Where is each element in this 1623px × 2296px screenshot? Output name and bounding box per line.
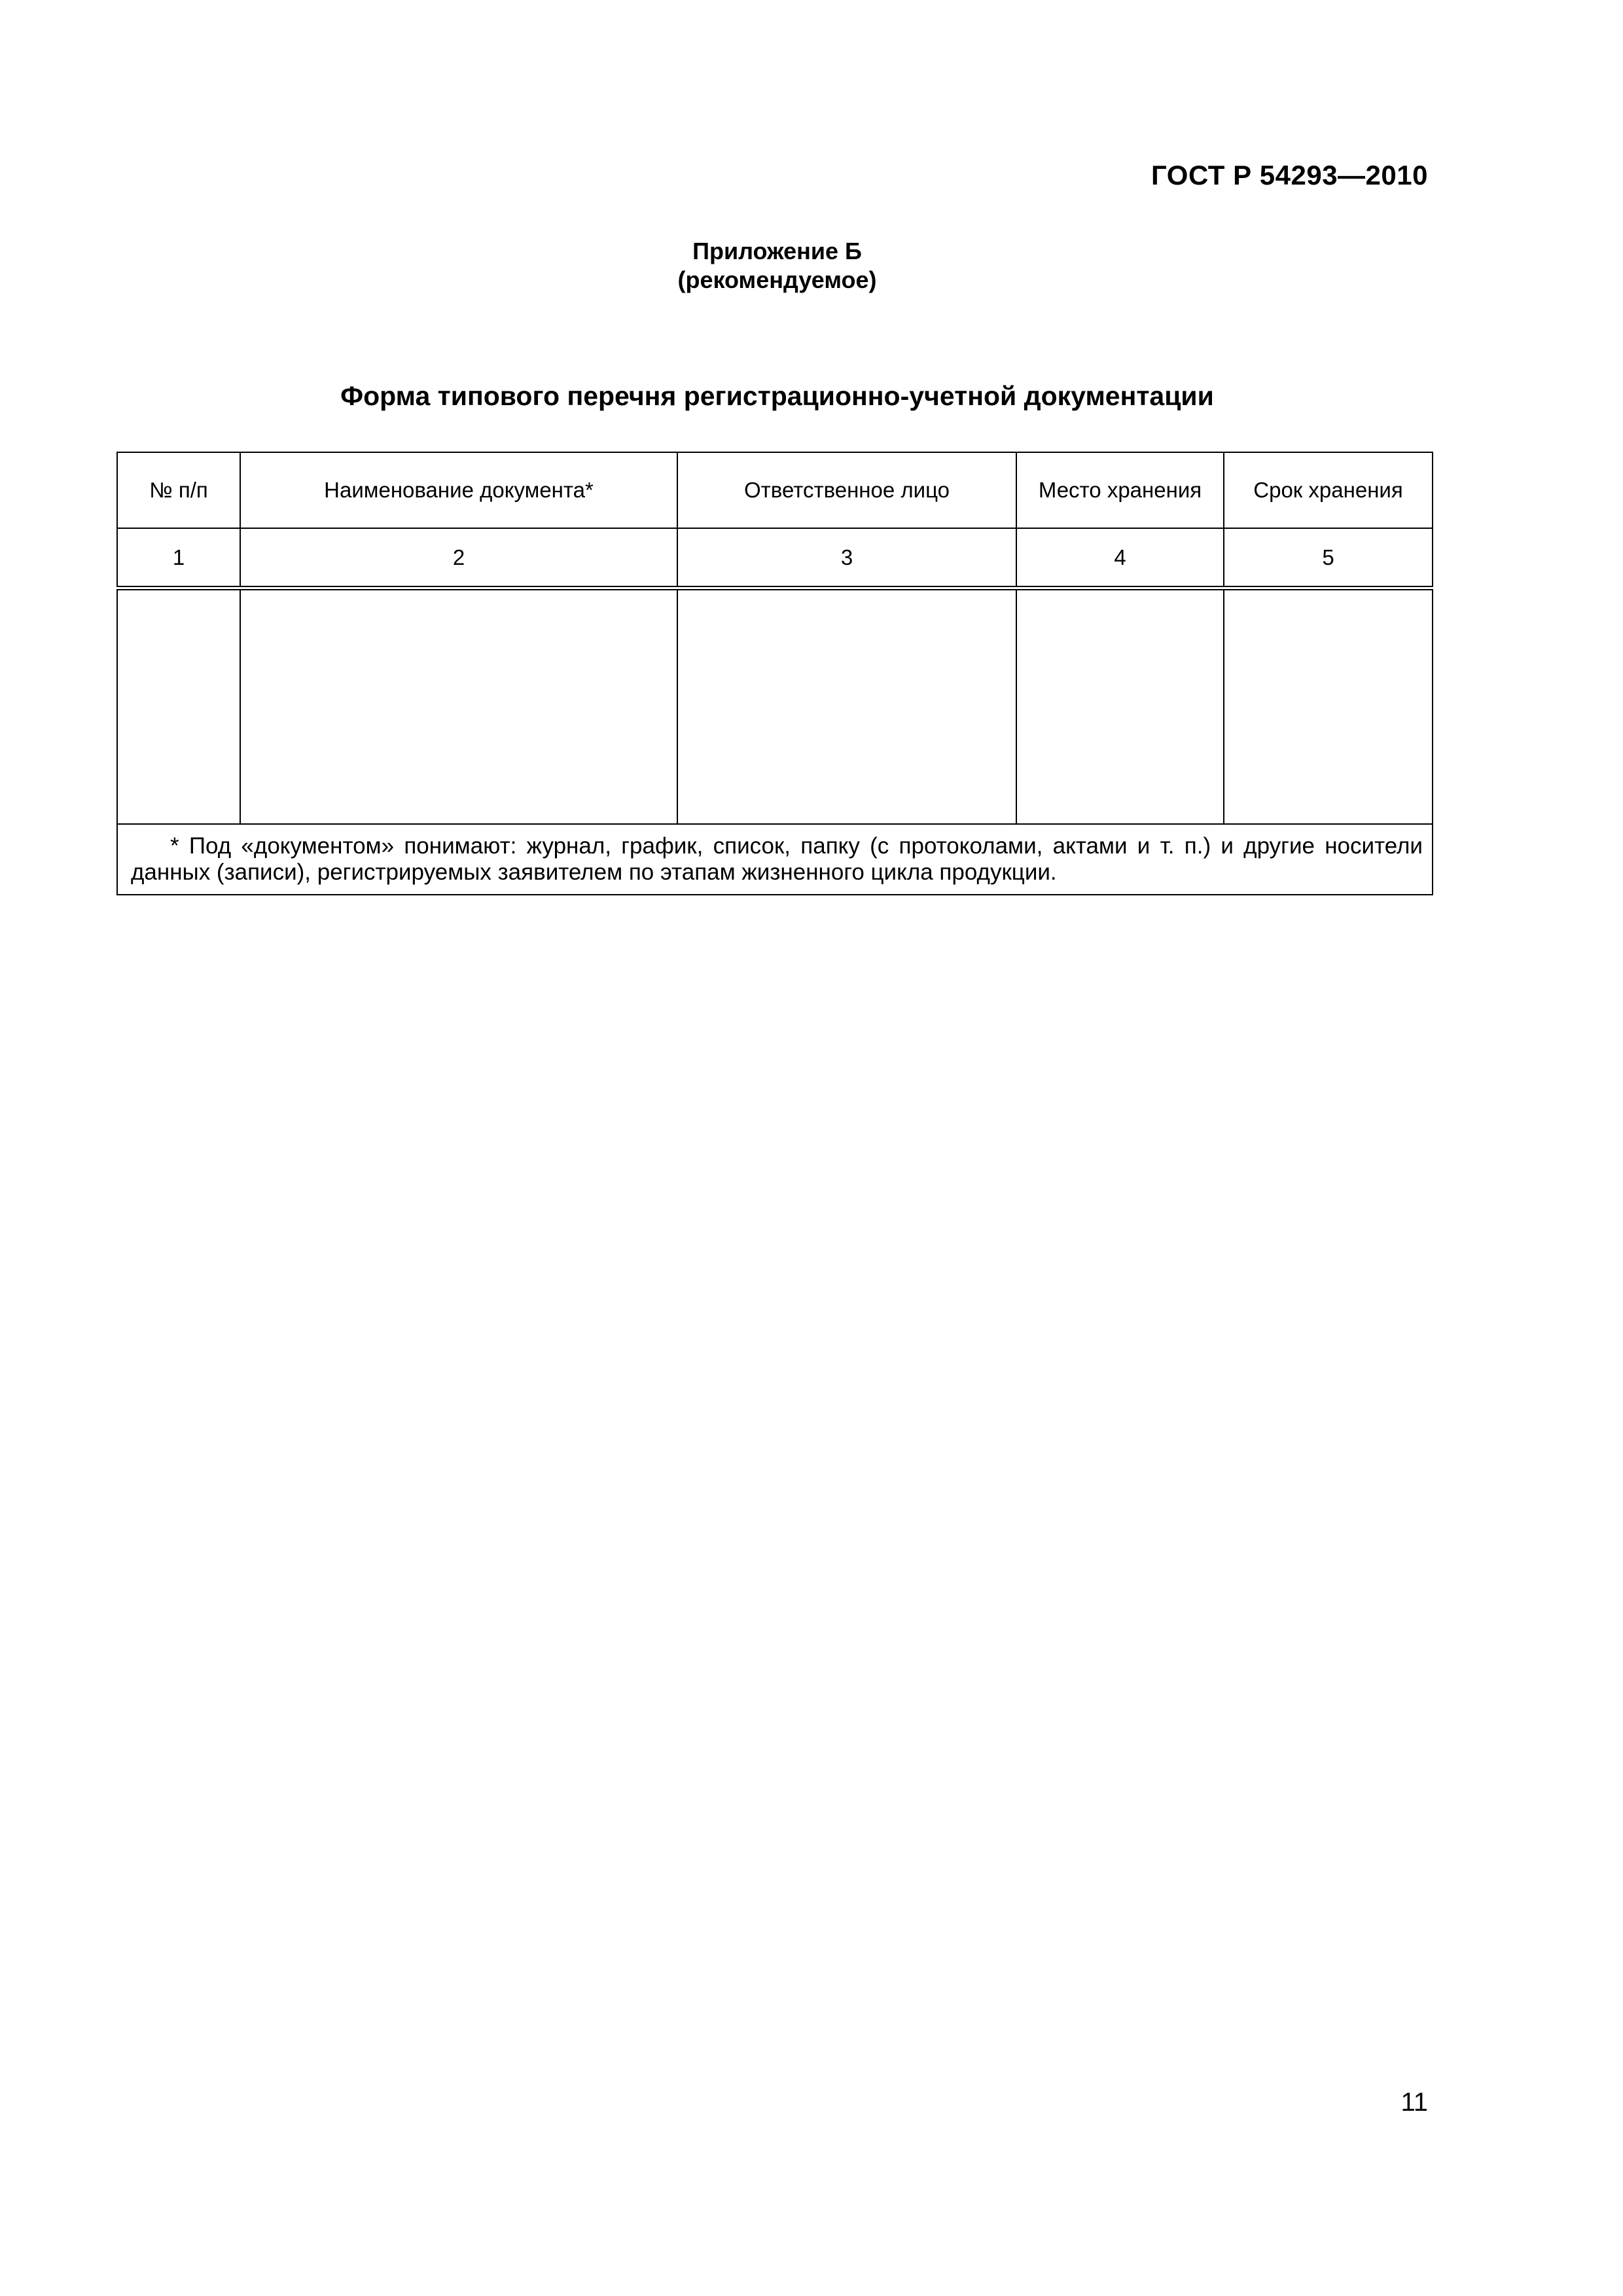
page-number: 11 [1400, 2088, 1428, 2117]
footnote-row [117, 824, 1433, 895]
column-header-storage-place: Место хранения [1016, 452, 1224, 528]
column-numbers-row [117, 528, 1433, 588]
column-number-4: 4 [1016, 528, 1224, 588]
table-cell [677, 588, 1016, 825]
column-number-2: 2 [240, 528, 677, 588]
column-header-storage-period: Срок хранения [1224, 452, 1433, 528]
table-row [117, 588, 1433, 825]
column-header-document-name: Наименование документа* [240, 452, 677, 528]
documentation-list-table [116, 452, 1433, 895]
form-title: Форма типового перечня регистрационно-учетной документации [340, 381, 1214, 411]
column-number-5: 5 [1224, 528, 1433, 588]
table-cell [117, 588, 240, 825]
column-header-responsible-person: Ответственное лицо [677, 452, 1016, 528]
column-number-1: 1 [117, 528, 240, 588]
footnote-cell [117, 824, 1433, 895]
table-cell [240, 588, 677, 825]
appendix-heading [0, 237, 1554, 295]
table-cell [1016, 588, 1224, 825]
column-header-number: № п/п [117, 452, 240, 528]
table-header-row [117, 452, 1433, 528]
table-cell [1224, 588, 1433, 825]
table-footnote: * Под «документом» понимают: журнал, график, список, папку (с протоколами, актами и т. п.) и другие носители данных (записи), регистрируемых заявителем по этапам жизненного цикла продукции. [131, 833, 1423, 885]
column-number-3: 3 [677, 528, 1016, 588]
appendix-status: (рекомендуемое) [677, 266, 877, 293]
appendix-title: Приложение Б [692, 238, 862, 264]
standard-number: ГОСТ Р 54293—2010 [1151, 160, 1428, 190]
